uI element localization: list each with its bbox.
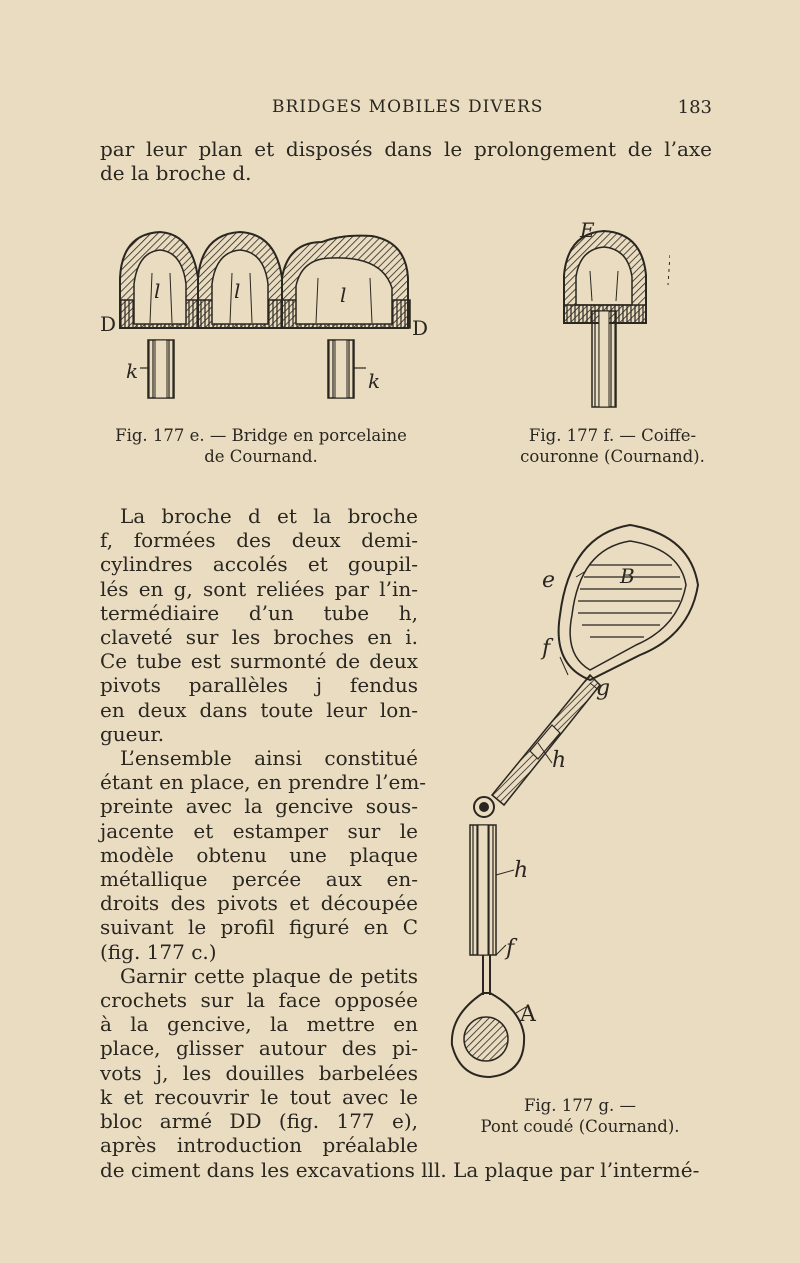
label-k-right: k xyxy=(368,369,381,393)
text-line: bloc armé DD (fig. 177 e), xyxy=(100,1109,418,1134)
text-line: de la broche d. xyxy=(100,161,252,186)
figure-177f-coiffe-couronne xyxy=(550,215,670,415)
caption-line: Pont coudé (Cournand). xyxy=(480,1117,680,1136)
text-line: à la gencive, la mettre en xyxy=(100,1012,418,1037)
label-E: E xyxy=(580,218,595,242)
text-line: k et recouvrir le tout avec le xyxy=(100,1084,418,1109)
text-line: place, glisser autour des pi- xyxy=(100,1036,418,1061)
label-l-1: l xyxy=(154,279,161,303)
caption-line: Fig. 177 e. — Bridge en porcelaine xyxy=(115,426,407,445)
label-g: g xyxy=(596,676,611,701)
label-k-left: k xyxy=(126,359,139,383)
text-line: vots j, les douilles barbelées xyxy=(100,1060,418,1085)
label-D-right: D xyxy=(412,316,429,340)
label-f-bottom: f xyxy=(506,936,515,961)
text-line: (fig. 177 c.) xyxy=(100,939,217,964)
caption-fig-177e xyxy=(96,425,426,467)
text-line: lés en g, sont reliées par l’in- xyxy=(100,576,418,601)
caption-line: couronne (Cournand). xyxy=(520,447,705,466)
running-title: BRIDGES MOBILES DIVERS xyxy=(272,97,544,117)
text-line: Ce tube est surmonté de deux xyxy=(100,649,418,674)
text-line: claveté sur les broches en i. xyxy=(100,625,418,650)
caption-line: Fig. 177 g. — xyxy=(523,1096,637,1115)
page-header xyxy=(100,97,712,123)
text-line: métallique percée aux en- xyxy=(100,867,418,892)
text-line: termédiaire d’un tube h, xyxy=(100,600,418,625)
caption-fig-177g xyxy=(460,1095,700,1137)
caption-line: de Cournand. xyxy=(204,447,318,466)
text-line: La broche d et la broche xyxy=(120,504,418,528)
text-line: cylindres accolés et goupil- xyxy=(100,552,418,577)
text-line: en deux dans toute leur lon- xyxy=(100,697,418,722)
figure-177e-bridge xyxy=(92,228,432,408)
text-line: droits des pivots et découpée xyxy=(100,891,418,916)
text-line: après introduction préalable xyxy=(100,1133,418,1158)
text-line: L’ensemble ainsi constitué xyxy=(120,746,418,771)
label-B: B xyxy=(620,564,635,588)
text-line: crochets sur la face opposée xyxy=(100,988,418,1013)
text-line: pivots parallèles j fendus xyxy=(100,673,418,698)
text-line: par leur plan et disposés dans le prolongement de l’axe xyxy=(100,137,712,161)
text-line: f, formées des deux demi- xyxy=(100,528,418,553)
label-A: A xyxy=(520,1002,536,1027)
main-column-text xyxy=(100,504,427,1158)
text-line: Garnir cette plaque de petits xyxy=(120,963,418,988)
label-f-top: f xyxy=(542,636,551,661)
page-number: 183 xyxy=(677,97,712,118)
caption-line: Fig. 177 f. — Coiffe- xyxy=(528,426,697,445)
text-line: preinte avec la gencive sous- xyxy=(100,794,418,819)
text-line: modèle obtenu une plaque xyxy=(100,842,418,867)
label-e: e xyxy=(542,568,556,593)
intro-paragraph xyxy=(100,137,712,185)
label-h-top: h xyxy=(552,748,567,773)
label-D-left: D xyxy=(100,312,117,336)
text-line: étant en place, en prendre l’em- xyxy=(100,770,427,795)
caption-fig-177f xyxy=(510,425,715,467)
text-line-full-width: de ciment dans les excavations lll. La plaque par l’intermé- xyxy=(100,1158,700,1182)
text-line: gueur. xyxy=(100,721,165,746)
label-h-mid: h xyxy=(514,858,529,883)
figure-177g-pont-coude xyxy=(440,515,710,1085)
text-line: jacente et estamper sur le xyxy=(100,818,418,843)
text-line: suivant le profil figuré en C xyxy=(100,915,418,940)
label-l-3: l xyxy=(340,283,347,307)
label-l-2: l xyxy=(234,279,241,303)
